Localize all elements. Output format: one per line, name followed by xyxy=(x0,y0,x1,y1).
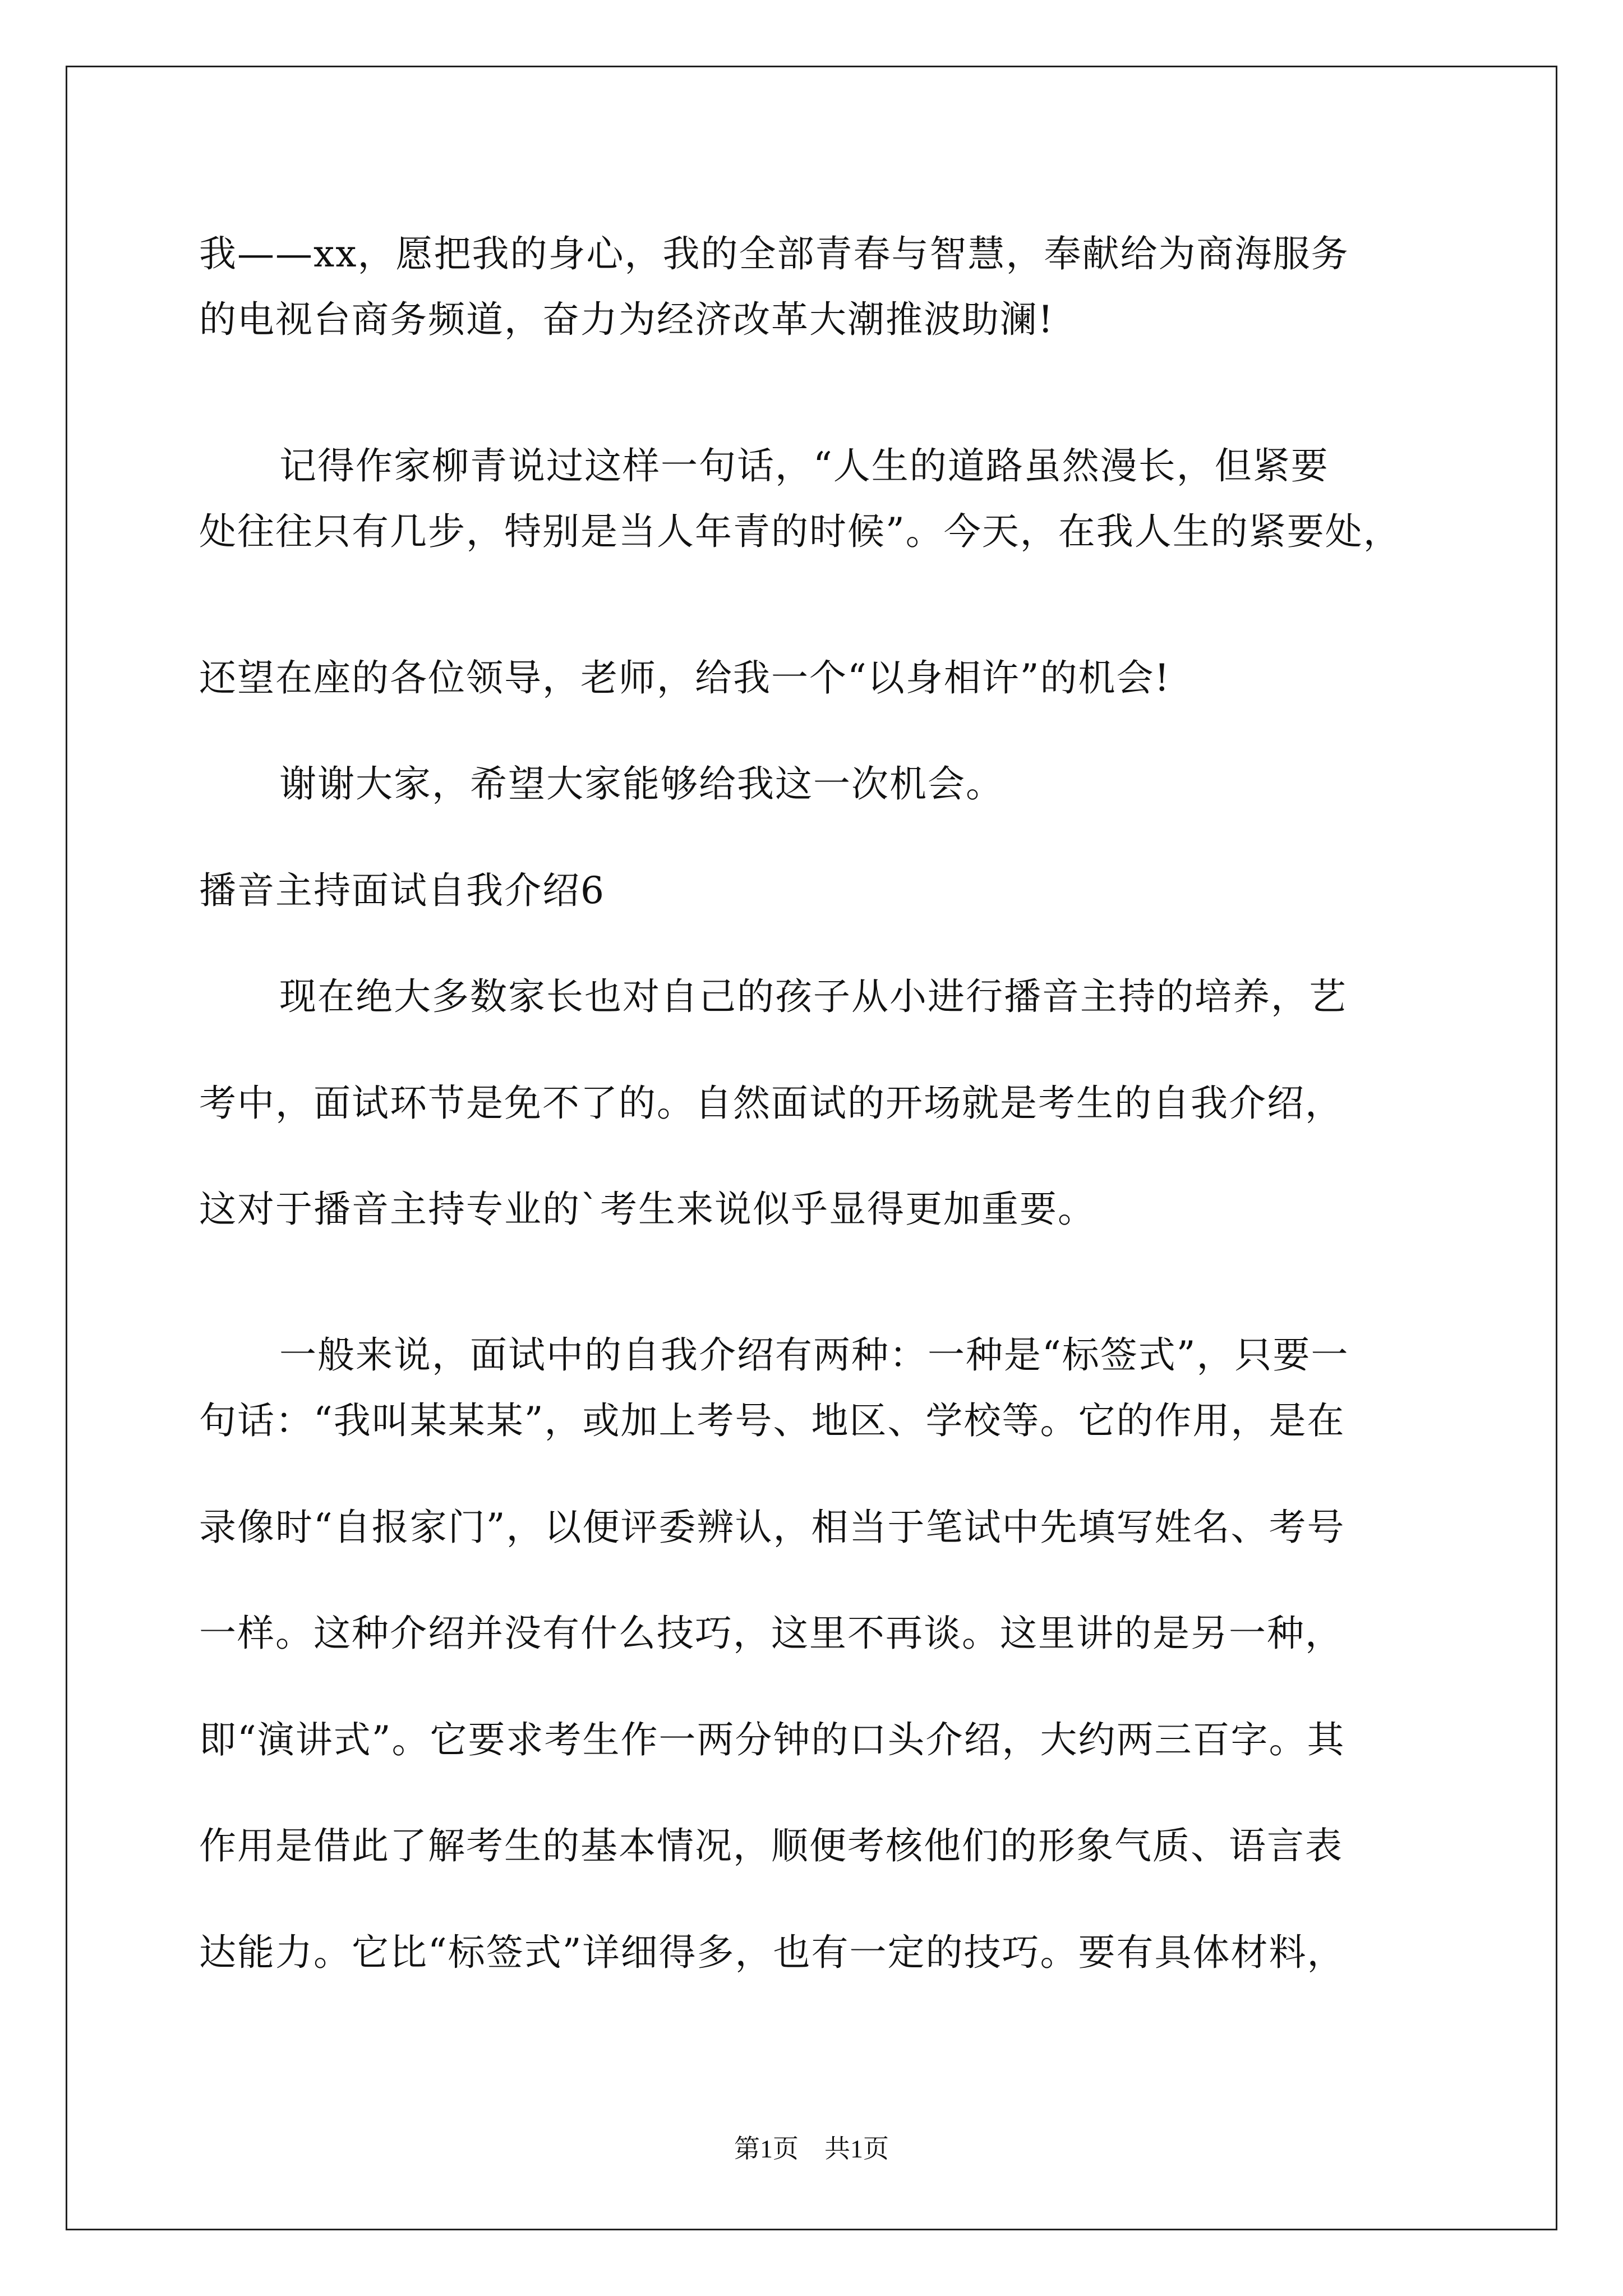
text-line: 考中，面试环节是免不了的。自然面试的开场就是考生的自我介绍， xyxy=(199,1082,1343,1125)
text-line: 处往往只有几步，特别是当人年青的时候”。今天，在我人生的紧要处， xyxy=(199,510,1401,553)
text-line: 这对于播音主持专业的`考生来说似乎显得更加重要。 xyxy=(199,1188,1096,1231)
page-border xyxy=(66,66,1557,2230)
text-line: 达能力。它比“标签式”详细得多，也有一定的技巧。要有具体材料， xyxy=(199,1931,1345,1974)
text-line: 作用是借此了解考生的基本情况，顺便考核他们的形象气质、语言表 xyxy=(199,1824,1343,1867)
text-line: 句话：“我叫某某某”，或加上考号、地区、学校等。它的作用，是在 xyxy=(199,1399,1345,1442)
text-line: 一般来说，面试中的自我介绍有两种：一种是“标签式”，只要一 xyxy=(279,1333,1349,1377)
text-line: 录像时“自报家门”，以便评委辨认，相当于笔试中先填写姓名、考号 xyxy=(199,1506,1345,1549)
text-line: 我——xx，愿把我的身心，我的全部青春与智慧，奉献给为商海服务 xyxy=(199,232,1349,275)
text-line: 谢谢大家，希望大家能够给我这一次机会。 xyxy=(279,762,1004,806)
text-line: 现在绝大多数家长也对自己的孩子从小进行播音主持的培养，艺 xyxy=(279,975,1347,1018)
text-line: 一样。这种介绍并没有什么技巧，这里不再谈。这里讲的是另一种， xyxy=(199,1612,1343,1655)
text-line: 记得作家柳青说过这样一句话，“人生的道路虽然漫长，但紧要 xyxy=(279,444,1329,487)
text-line: 的电视台商务频道，奋力为经济改革大潮推波助澜! xyxy=(199,298,1054,341)
text-line: 还望在座的各位领导，老师，给我一个“以身相许”的机会! xyxy=(199,656,1171,700)
section-heading: 播音主持面试自我介绍6 xyxy=(199,869,605,912)
page-number-footer: 第1页 共1页 xyxy=(734,2134,889,2163)
text-line: 即“演讲式”。它要求考生作一两分钟的口头介绍，大约两三百字。其 xyxy=(199,1718,1345,1761)
